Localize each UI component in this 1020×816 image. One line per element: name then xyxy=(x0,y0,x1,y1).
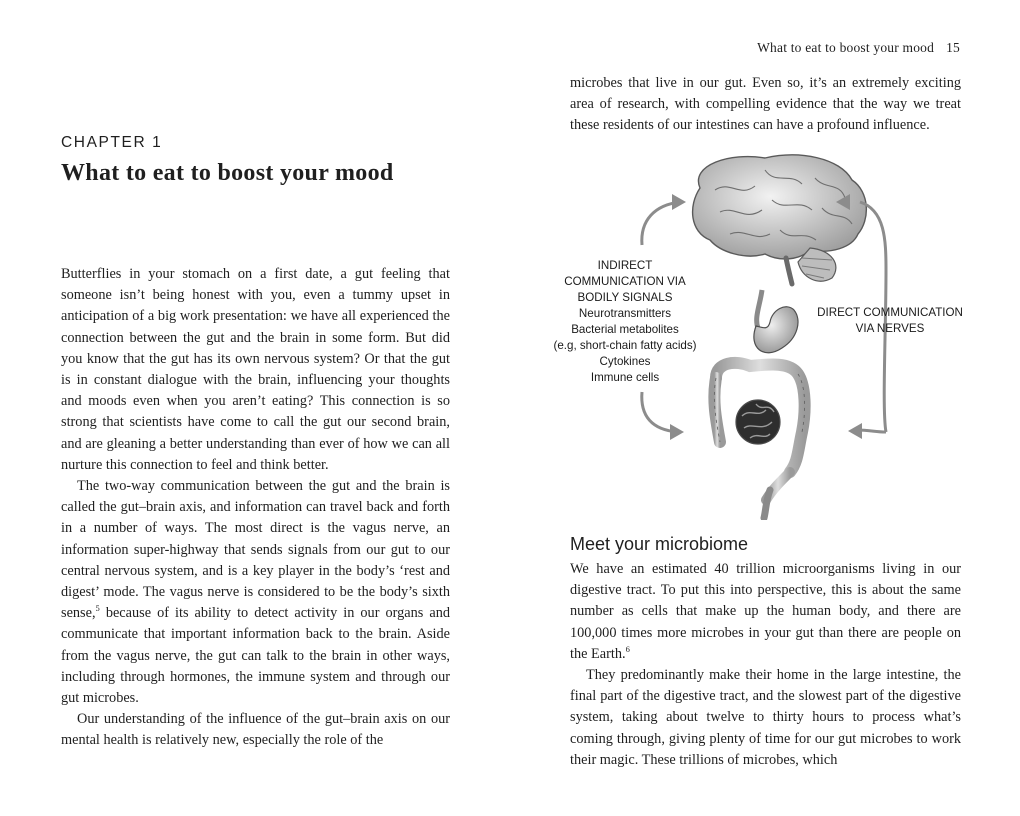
label-line: INDIRECT xyxy=(597,259,653,272)
label-line: (e.g, short-chain fatty acids) xyxy=(553,339,697,352)
paragraph xyxy=(61,476,450,709)
direct-communication-label xyxy=(810,305,970,337)
paragraph-text: We have an estimated 40 trillion microorganisms living in our digestive tract. To put this into perspective, this is about the same number as cells that make up the human body, and there are 100,000 times more microbes in your gut than there are people on the Earth. xyxy=(570,561,961,662)
label-line: Neurotransmitters xyxy=(578,307,672,320)
brain-illustration xyxy=(693,155,867,284)
label-line: DIRECT COMMUNICATION xyxy=(817,306,963,319)
paragraph: They predominantly make their home in the large intestine, the final part of the digestive tract, and the slowest part of the digestive system, taking about twelve to thirty hours to process what’s coming through, giving plenty of time for our gut microbes to work their magic. These trillions of microbes, which xyxy=(570,667,961,768)
chapter-title: What to eat to boost your mood xyxy=(61,160,394,186)
label-line: Cytokines xyxy=(599,355,651,368)
label-line: COMMUNICATION VIA xyxy=(564,275,686,288)
label-line: BODILY SIGNALS xyxy=(577,291,673,304)
paragraph: Butterflies in your stomach on a first date, a gut feeling that someone isn’t being honest with you, even a tummy upset in anticipation of a big work presentation: we have all experienced the connection between the gut and the brain in some form. But did you know that the gut has its own nervous system? Or that the gut is in constant dialogue with the brain, influencing your thoughts and moods even when you aren’t eating? This connection is so strong that scientists have come to call the gut our second brain, and are gleaning a better understanding than ever of how we can all nurture this connection to feel and think better. xyxy=(61,266,450,473)
section-heading: Meet your microbiome xyxy=(570,534,749,554)
running-head xyxy=(757,40,960,56)
paragraph-text: The two-way communication between the gut and the brain is called the gut–brain axis, and information can travel back and forth in a number of ways. The most direct is the vagus nerve, an information super-highway that sends signals from our gut to our central nervous system, and is a key player in the body’s ‘rest and digest’ mode. The vagus nerve is considered to be the body’s sixth sense, xyxy=(61,478,450,622)
page-number: 15 xyxy=(946,40,960,55)
indirect-communication-label xyxy=(550,258,700,386)
label-line: VIA NERVES xyxy=(855,322,925,335)
paragraph: microbes that live in our gut. Even so, it’s an extremely exciting area of research, with compelling evidence that the way we treat these residents of our intestines can have a profound influence. xyxy=(570,75,961,134)
left-body-text xyxy=(61,264,450,752)
right-body-text xyxy=(570,559,961,771)
label-line: Bacterial metabolites xyxy=(571,323,679,336)
gut-brain-diagram xyxy=(540,150,980,520)
footnote-marker: 6 xyxy=(625,644,630,655)
paragraph xyxy=(570,559,961,665)
digestive-system-illustration xyxy=(714,290,804,518)
paragraph-text: because of its ability to detect activity in our organs and communicate that important information back to the brain. Aside from the vagus nerve, the gut can talk to the brain in other ways, including through hormones, the immune system and through our gut microbes. xyxy=(61,605,450,707)
continuation-paragraph xyxy=(570,73,961,137)
paragraph: Our understanding of the influence of the gut–brain axis on our mental health is relatively new, especially the role of the xyxy=(61,711,450,749)
footnote-marker: 5 xyxy=(95,603,100,614)
label-line: Immune cells xyxy=(590,371,660,384)
running-head-title: What to eat to boost your mood xyxy=(757,40,935,55)
chapter-label: CHAPTER 1 xyxy=(61,134,163,151)
